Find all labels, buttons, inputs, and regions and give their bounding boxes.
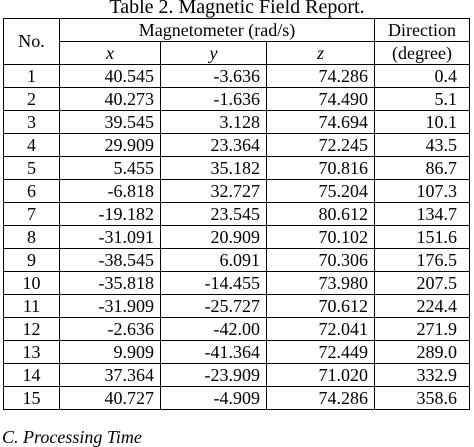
cell-direction: 10.1 <box>375 111 470 134</box>
cell-y: 23.364 <box>161 134 267 157</box>
table-row <box>4 88 470 111</box>
magnetic-field-table <box>3 18 470 410</box>
cell-no: 11 <box>4 295 60 318</box>
section-heading: C. Processing Time <box>2 427 142 447</box>
cell-x: 40.727 <box>60 387 161 410</box>
cell-direction: 332.9 <box>375 364 470 387</box>
cell-x: -2.636 <box>60 318 161 341</box>
cell-no: 13 <box>4 341 60 364</box>
table-row <box>4 134 470 157</box>
cell-direction: 86.7 <box>375 157 470 180</box>
cell-y: -4.909 <box>161 387 267 410</box>
cell-direction: 107.3 <box>375 180 470 203</box>
cell-y: -1.636 <box>161 88 267 111</box>
cell-x: 40.273 <box>60 88 161 111</box>
cell-y: -14.455 <box>161 272 267 295</box>
cell-direction: 176.5 <box>375 249 470 272</box>
cell-no: 4 <box>4 134 60 157</box>
cell-z: 70.102 <box>267 226 375 249</box>
cell-direction: 224.4 <box>375 295 470 318</box>
cell-y: 35.182 <box>161 157 267 180</box>
cell-y: -25.727 <box>161 295 267 318</box>
cell-y: 3.128 <box>161 111 267 134</box>
cell-x: -31.909 <box>60 295 161 318</box>
table-row <box>4 65 470 88</box>
cell-direction: 151.6 <box>375 226 470 249</box>
table-row <box>4 249 470 272</box>
cell-direction: 271.9 <box>375 318 470 341</box>
table-row <box>4 341 470 364</box>
cell-direction: 134.7 <box>375 203 470 226</box>
cell-no: 2 <box>4 88 60 111</box>
table-row <box>4 387 470 410</box>
cell-direction: 5.1 <box>375 88 470 111</box>
cell-x: 40.545 <box>60 65 161 88</box>
cell-no: 8 <box>4 226 60 249</box>
table-caption: Table 2. Magnetic Field Report. <box>109 0 365 18</box>
header-direction-unit: (degree) <box>375 42 470 65</box>
table-row <box>4 364 470 387</box>
cell-y: -41.364 <box>161 341 267 364</box>
header-y: y <box>161 42 267 65</box>
cell-direction: 207.5 <box>375 272 470 295</box>
header-row-top <box>4 19 470 42</box>
cell-no: 6 <box>4 180 60 203</box>
cell-z: 74.694 <box>267 111 375 134</box>
cell-no: 5 <box>4 157 60 180</box>
cell-no: 14 <box>4 364 60 387</box>
cell-direction: 358.6 <box>375 387 470 410</box>
cell-z: 70.816 <box>267 157 375 180</box>
table-row <box>4 180 470 203</box>
header-magnetometer: Magnetometer (rad/s) <box>60 19 375 42</box>
cell-no: 12 <box>4 318 60 341</box>
cell-z: 74.490 <box>267 88 375 111</box>
cell-x: -31.091 <box>60 226 161 249</box>
cell-no: 9 <box>4 249 60 272</box>
cell-z: 71.020 <box>267 364 375 387</box>
cell-x: -35.818 <box>60 272 161 295</box>
cell-x: -6.818 <box>60 180 161 203</box>
header-no: No. <box>4 19 60 65</box>
table-row <box>4 272 470 295</box>
cell-y: 23.545 <box>161 203 267 226</box>
cell-y: -23.909 <box>161 364 267 387</box>
cell-z: 72.245 <box>267 134 375 157</box>
cell-y: 6.091 <box>161 249 267 272</box>
cell-z: 70.306 <box>267 249 375 272</box>
cell-x: -38.545 <box>60 249 161 272</box>
cell-no: 7 <box>4 203 60 226</box>
table-body <box>4 65 470 410</box>
cell-z: 72.449 <box>267 341 375 364</box>
cell-z: 74.286 <box>267 387 375 410</box>
cell-z: 73.980 <box>267 272 375 295</box>
cell-direction: 0.4 <box>375 65 470 88</box>
header-direction: Direction <box>375 19 470 42</box>
header-z: z <box>267 42 375 65</box>
cell-z: 70.612 <box>267 295 375 318</box>
cell-x: 39.545 <box>60 111 161 134</box>
cell-z: 74.286 <box>267 65 375 88</box>
cell-x: -19.182 <box>60 203 161 226</box>
cell-no: 1 <box>4 65 60 88</box>
cell-y: 20.909 <box>161 226 267 249</box>
table-row <box>4 203 470 226</box>
cell-z: 75.204 <box>267 180 375 203</box>
header-row-bottom <box>4 42 470 65</box>
cell-y: 32.727 <box>161 180 267 203</box>
cell-no: 3 <box>4 111 60 134</box>
header-x: x <box>60 42 161 65</box>
cell-no: 10 <box>4 272 60 295</box>
cell-direction: 289.0 <box>375 341 470 364</box>
cell-x: 5.455 <box>60 157 161 180</box>
table-row <box>4 157 470 180</box>
table-row <box>4 318 470 341</box>
cell-y: -42.00 <box>161 318 267 341</box>
table-row <box>4 226 470 249</box>
cell-x: 29.909 <box>60 134 161 157</box>
cell-no: 15 <box>4 387 60 410</box>
cell-z: 80.612 <box>267 203 375 226</box>
table-row <box>4 295 470 318</box>
table-row <box>4 111 470 134</box>
cell-x: 9.909 <box>60 341 161 364</box>
cell-y: -3.636 <box>161 65 267 88</box>
cell-x: 37.364 <box>60 364 161 387</box>
cell-direction: 43.5 <box>375 134 470 157</box>
cell-z: 72.041 <box>267 318 375 341</box>
